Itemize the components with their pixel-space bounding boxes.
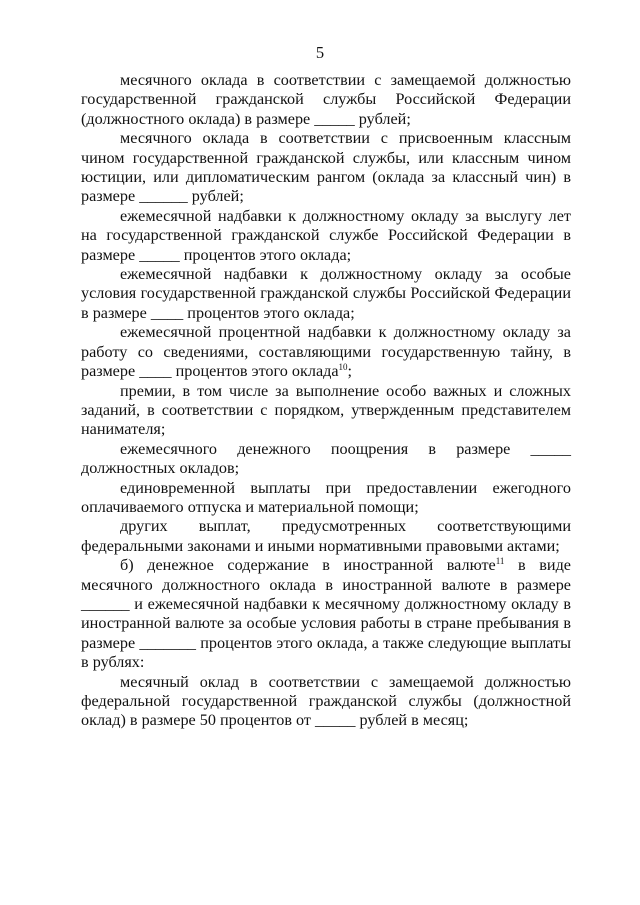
page-number: 5 <box>315 43 325 62</box>
paragraph-secrecy-bonus-text: ежемесячной процентной надбавки к должностному окладу за работу со сведениями, составляющими государственную тайну, в размере ____ процентов этого оклада <box>81 323 571 381</box>
paragraph-one-time-payment: единовременной выплаты при предоставлении ежегодного оплачиваемого отпуска и материальной помощи; <box>81 478 571 516</box>
paragraph-other-payments: других выплат, предусмотренных соответствующими федеральными законами и иными нормативными правовыми актами; <box>81 517 571 555</box>
paragraph-foreign-currency <box>81 556 571 672</box>
paragraph-monthly-incentive: ежемесячного денежного поощрения в размере _____ должностных окладов; <box>81 439 571 478</box>
paragraph-half-salary: месячный оклад в соответствии с замещаемой должностью федеральной государственной гражданской службы (должностной оклад) в размере 50 процентов от _____ рублей в месяц; <box>81 672 571 730</box>
paragraph-monthly-salary: месячного оклада в соответствии с замещаемой должностью государственной гражданской службы Российской Федерации (должностного оклада) в размере _____ рублей; <box>81 71 571 128</box>
paragraph-class-rank-salary: месячного оклада в соответствии с присвоенным классным чином государственной гражданской службы, или классным чином юстиции, или дипломатическим рангом (оклада за классный чин) в размере ______ рублей; <box>81 129 571 206</box>
footnote-ref-10: 10 <box>338 362 348 373</box>
paragraph-secrecy-bonus <box>81 323 571 381</box>
paragraph-foreign-currency-lead: б) денежное содержание в иностранной валюте <box>120 556 496 575</box>
paragraph-special-conditions-bonus: ежемесячной надбавки к должностному окладу за особые условия государственной гражданской службы Российской Федерации в размере ____ процентов этого оклада; <box>81 265 571 322</box>
paragraph-bonuses: премии, в том числе за выполнение особо важных и сложных заданий, в соответствии с порядком, утвержденным представителем нанимателя; <box>81 381 571 439</box>
paragraph-seniority-bonus: ежемесячной надбавки к должностному окладу за выслугу лет на государственной гражданской службе Российской Федерации в размере _____ процентов этого оклада; <box>81 206 571 264</box>
paragraph-foreign-currency-rest: в виде месячного должностного оклада в иностранной валюте в размере ______ и ежемесячной надбавки к месячному должностному окладу в иностранной валюте за особые условия работы в стране пребывания в размере _______ процентов этого оклада, а также следующие выплаты в рублях: <box>81 556 571 672</box>
footnote-ref-11: 11 <box>495 556 505 567</box>
document-body <box>81 71 571 731</box>
paragraph-secrecy-bonus-tail: ; <box>347 362 353 381</box>
